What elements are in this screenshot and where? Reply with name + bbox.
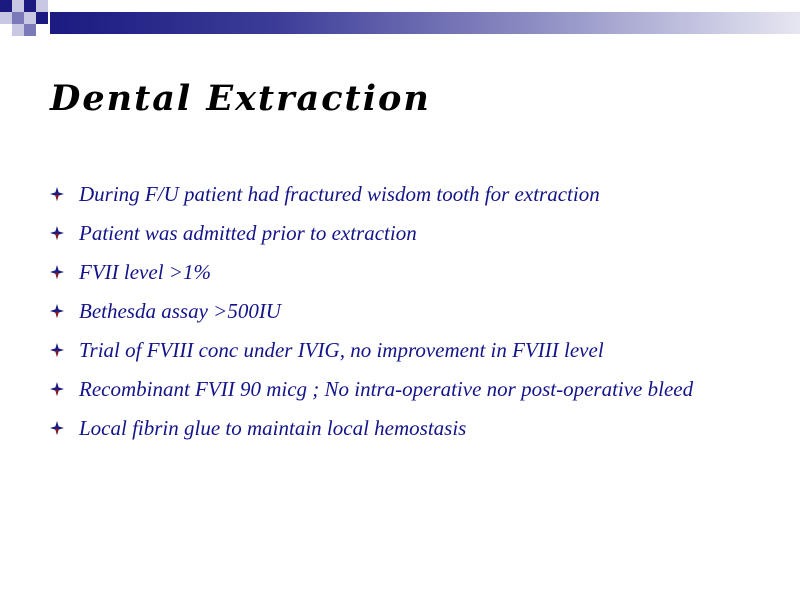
bullet-text: Patient was admitted prior to extraction [79,221,417,245]
bullet-text: Recombinant FVII 90 micg ; No intra-operative nor post-operative bleed [79,377,694,401]
four-point-star-icon [50,421,64,435]
banner-gradient-bar [50,12,800,34]
bullet-item [50,375,740,403]
bullet-item [50,297,740,325]
banner-square-icon [36,12,48,24]
bullet-list [50,180,740,453]
four-point-star-icon [50,187,64,201]
banner-square-icon [36,0,48,12]
banner-square-icon [12,24,24,36]
banner-square-icon [0,12,12,24]
banner-square-icon [12,0,24,12]
banner-square-icon [24,24,36,36]
bullet-text: FVII level >1% [79,260,211,284]
slide-title: Dental Extraction [50,78,431,119]
bullet-text: During F/U patient had fractured wisdom tooth for extraction [79,182,600,206]
bullet-item [50,414,740,442]
four-point-star-icon [50,343,64,357]
banner-square-icon [24,12,36,24]
bullet-item [50,180,740,208]
header-banner [0,0,800,40]
banner-square-icon [0,0,12,12]
four-point-star-icon [50,226,64,240]
bullet-text: Local fibrin glue to maintain local hemostasis [79,416,467,440]
four-point-star-icon [50,382,64,396]
bullet-item [50,258,740,286]
banner-square-icon [12,12,24,24]
bullet-item [50,219,740,247]
bullet-item [50,336,740,364]
bullet-text: Trial of FVIII conc under IVIG, no improvement in FVIII level [79,338,604,362]
bullet-text: Bethesda assay >500IU [79,299,281,323]
four-point-star-icon [50,304,64,318]
four-point-star-icon [50,265,64,279]
banner-square-icon [24,0,36,12]
